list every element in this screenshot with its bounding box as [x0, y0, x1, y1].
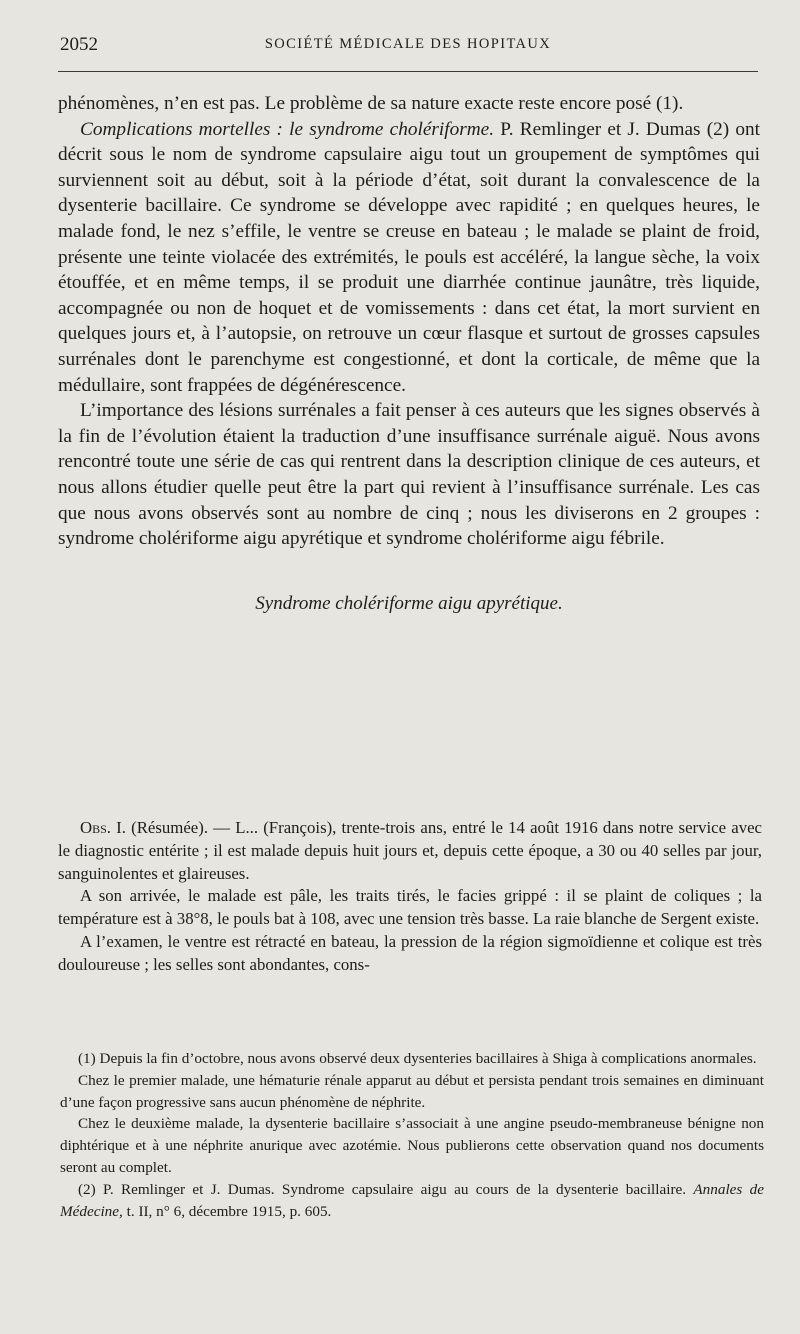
page-number: 2052 [60, 34, 98, 55]
footnote-1-case-2: Chez le deuxième malade, la dysenterie bacillaire s’associait à une angine pseudo-membraneuse bénigne non diphtérique et à une néphrite anurique avec azotémie. Nous publierons cette observation quand nos documents seront au complet. [60, 1115, 764, 1176]
observation-paragraph-1 [58, 817, 762, 885]
paragraph-2 [58, 117, 760, 399]
observation-paragraph-3: A l’examen, le ventre est rétracté en bateau, la pression de la région sigmoïdienne et colique est très douloureuse ; les selles sont abondantes, cons- [58, 931, 762, 974]
observation-label: Obs. I. [80, 818, 126, 837]
journal-title: SOCIÉTÉ MÉDICALE DES HOPITAUX [264, 36, 552, 52]
observation-text-1: (Résumée). — L... (François), trente-trois ans, entré le 14 août 1916 dans notre service avec le diagnostic entérite ; il est malade depuis huit jours et, depuis cette époque, a 30 ou 40 selles par jour, sanguinolentes et glaireuses. [58, 818, 762, 883]
observation-block [58, 817, 762, 977]
main-text [58, 91, 760, 615]
footnote-1-case-1: Chez le premier malade, une hématurie rénale apparut au début et persista pendant trois semaines en diminuant d’une façon progressive sans aucun phénomène de néphrite. [60, 1071, 764, 1111]
header-rule [58, 71, 758, 72]
footnote-2-text: (2) P. Remlinger et J. Dumas. Syndrome capsulaire aigu au cours de la dysenterie bacillaire. [78, 1180, 694, 1198]
footnote-2-journal: Annales de Médecine, [60, 1180, 764, 1220]
running-head [58, 34, 758, 58]
observation-paragraph-2: A son arrivée, le malade est pâle, les traits tirés, le facies grippé : il se plaint de coliques ; la température est à 38°8, le pouls bat à 108, avec une tension très basse. La raie blanche de Sergent existe. [58, 886, 762, 929]
complications-title: Complications mortelles : le syndrome cholériforme. [80, 118, 495, 140]
footnote-2-ref: t. II, n° 6, décembre 1915, p. 605. [122, 1202, 332, 1220]
footnotes [60, 1048, 764, 1222]
paragraph-1: phénomènes, n’en est pas. Le problème de sa nature exacte reste encore posé (1). [58, 93, 684, 114]
footnote-1: (1) Depuis la fin d’octobre, nous avons observé deux dysenteries bacillaires à Shiga à complications anormales. [78, 1050, 757, 1067]
section-heading: Syndrome cholériforme aigu apyrétique. [255, 592, 563, 614]
paragraph-3: L’importance des lésions surrénales a fait penser à ces auteurs que les signes observés à la fin de l’évolution étaient la traduction d’une insuffisance surrénale aiguë. Nous avons rencontré toute une série de cas qui rentrent dans la description clinique de ces auteurs, et nous allons étudier quelle peut être la part qui revient à l’insuffisance surrénale. Les cas que nous avons observés sont au nombre de cinq ; nous les diviserons en 2 groupes : syndrome cholériforme aigu apyrétique et syndrome cholériforme aigu fébrile. [58, 400, 760, 550]
paragraph-2-text: P. Remlinger et J. Dumas (2) ont décrit sous le nom de syndrome capsulaire aigu tout un groupement de symptômes qui surviennent soit au début, soit à la période d’état, soit durant la convalescence de la dysenterie bacillaire. Ce syndrome se développe avec rapidité ; en quelques heures, le malade fond, le nez s’effile, le ventre se creuse en bateau ; le malade se plaint de froid, présente une teinte violacée des extrémités, le pouls est accéléré, la langue sèche, la voix étouffée, et en même temps, il se produit une diarrhée continue jaunâtre, très liquide, accompagnée ou non de hoquet et de vomissements : dans cet état, la mort survient en quelques jours et, à l’autopsie, on retrouve un cœur flasque et surtout de grosses capsules surrénales dont le parenchyme est congestionné, et dont la corticale, de même que la médullaire, sont frappées de dégénérescence. [58, 118, 760, 396]
footnote-2 [60, 1179, 764, 1223]
